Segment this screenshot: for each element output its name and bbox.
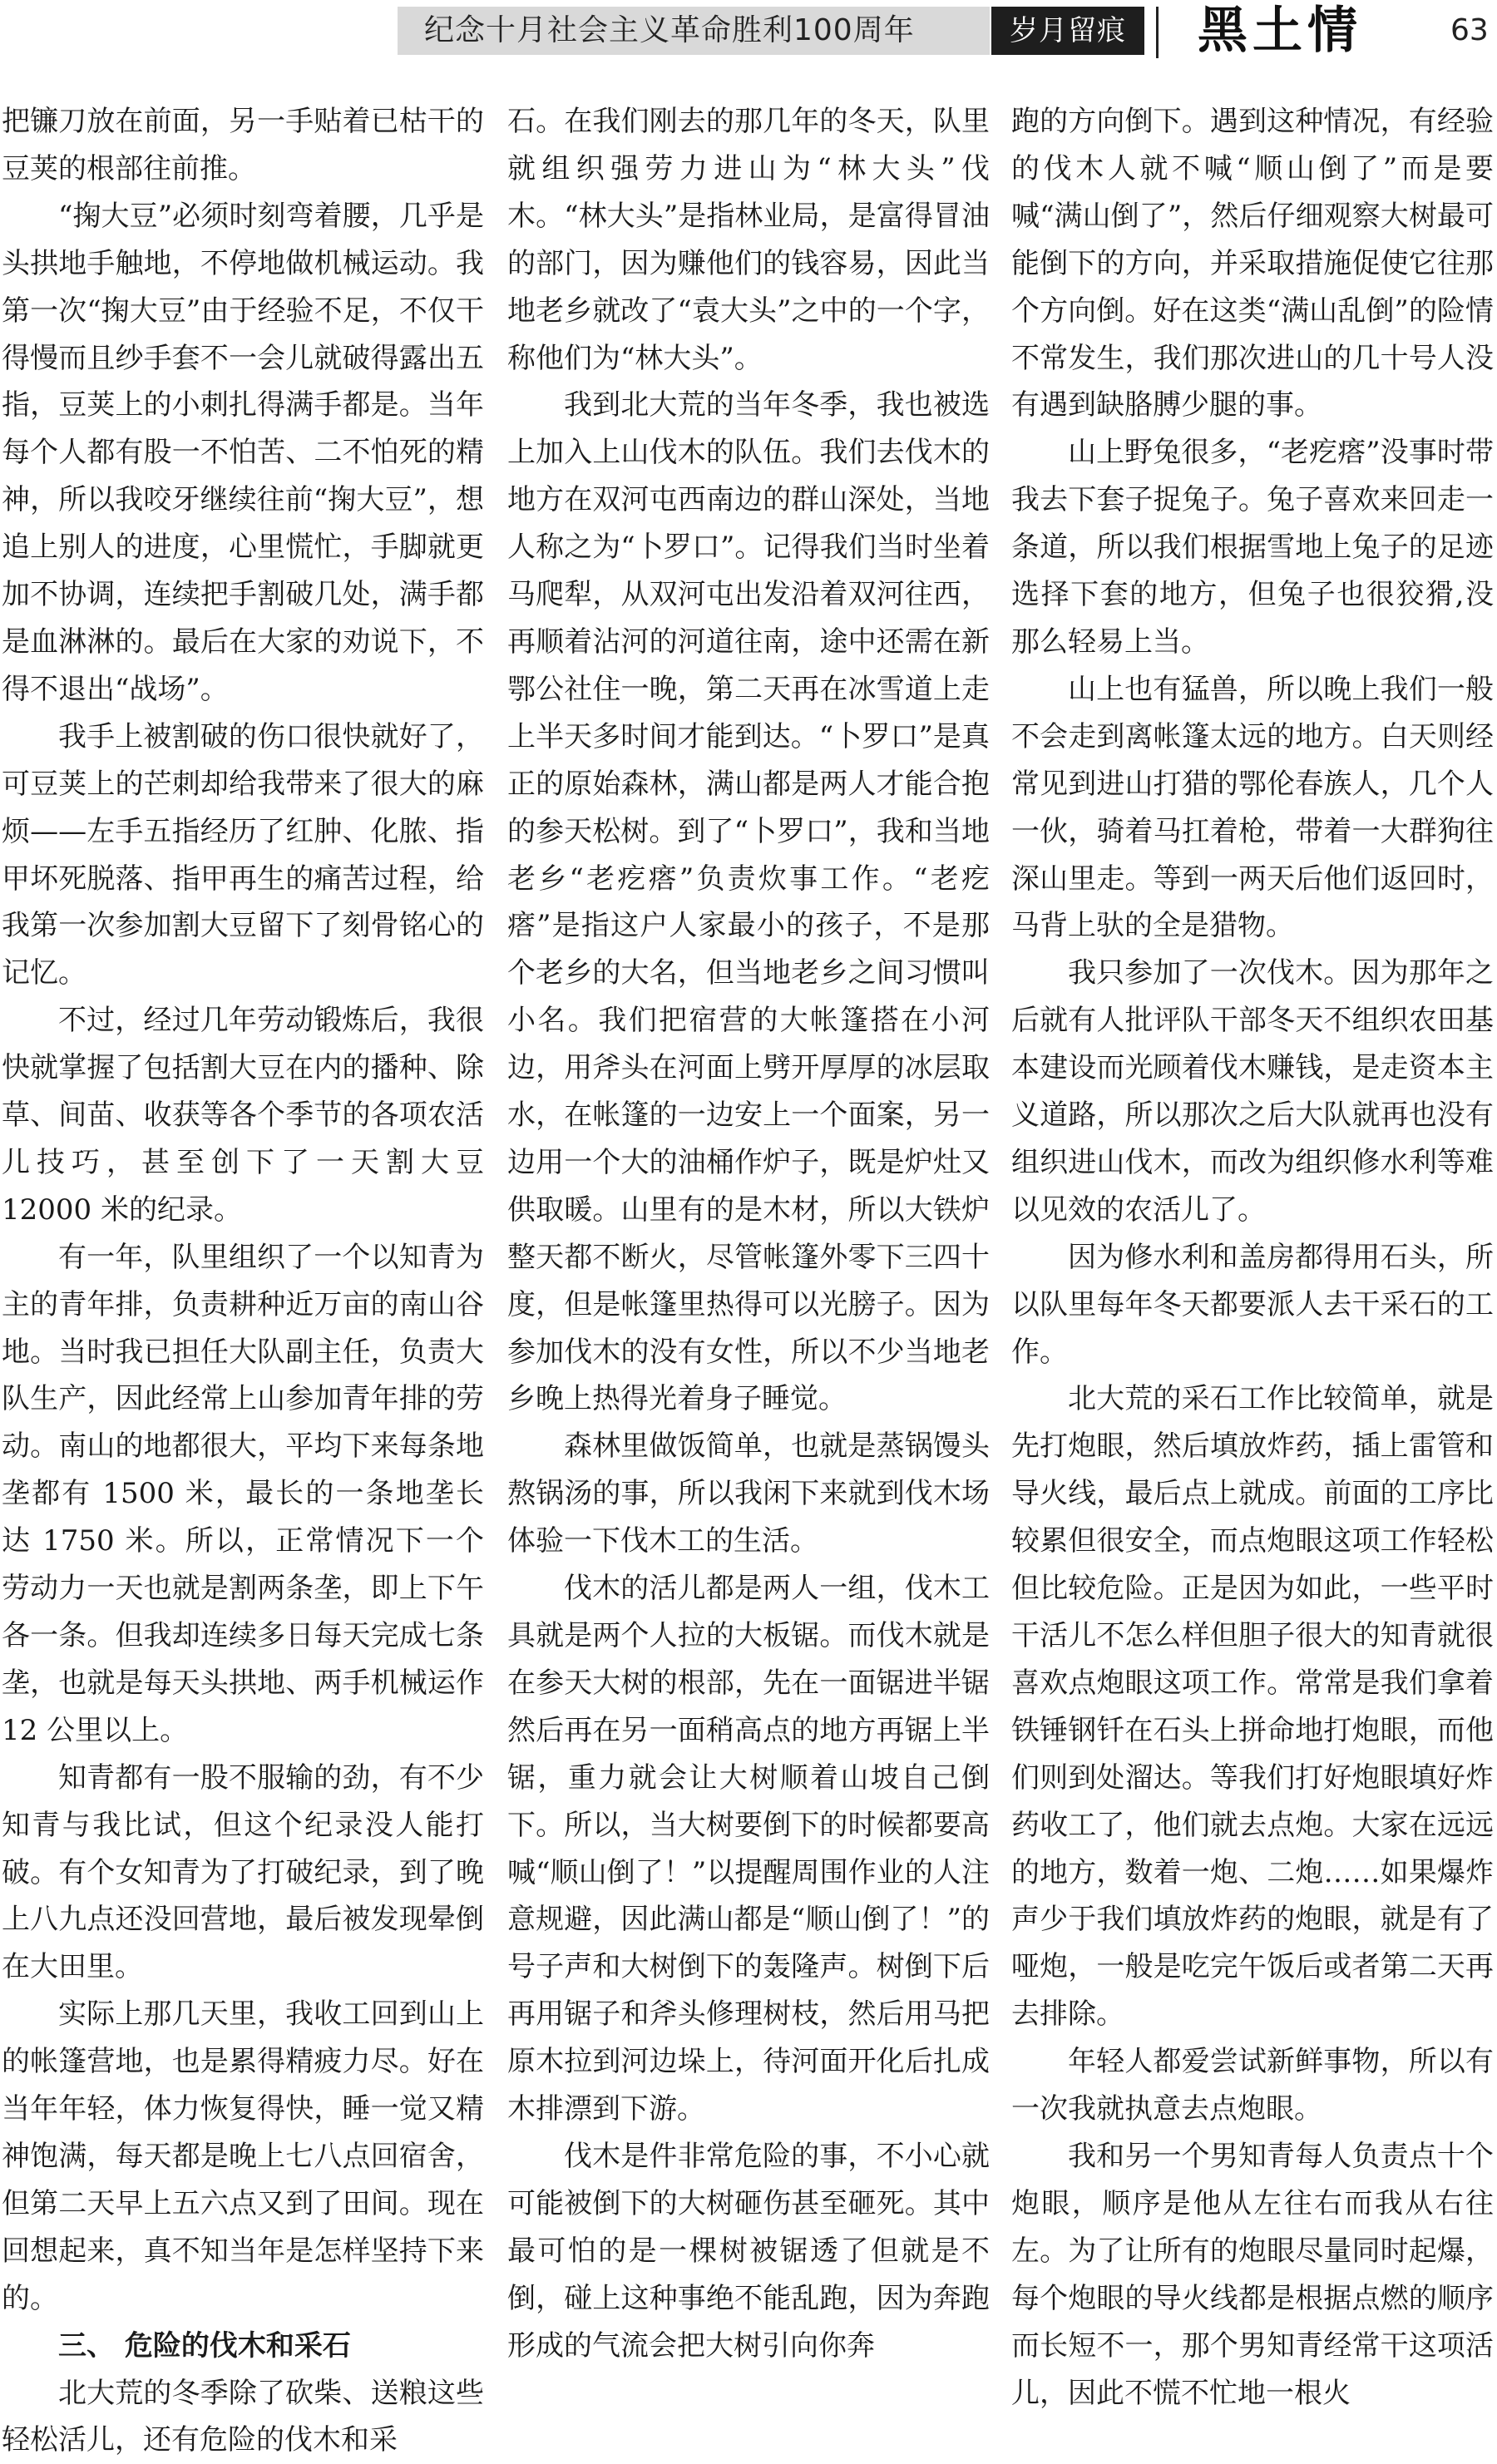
page-header	[0, 0, 1497, 62]
paragraph: 我只参加了一次伐木。因为那年之后就有人批评队干部冬天不组织农田基本建设而光顾着伐木赚钱，是走资本主义道路，所以那次之后大队就再也没有组织进山伐木，而改为组织修水利等难以见效的农活儿了。	[1011, 950, 1494, 1233]
paragraph: 北大荒的采石工作比较简单，就是先打炮眼，然后填放炸药，插上雷管和导火线，最后点上就成。前面的工序比较累但很安全，而点炮眼这项工作轻松但比较危险。正是因为如此，一些平时干活儿不怎么样但胆子很大的知青就很喜欢点炮眼这项工作。常常是我们拿着铁锤钢钎在石头上拼命地打炮眼，而他们则到处溜达。等我们打好炮眼填好炸药收工了，他们就去点炮。大家在远远的地方，数着一炮、二炮……如果爆炸声少于我们填放炸药的炮眼，就是有了哑炮，一般是吃完午饭后或者第二天再去排除。	[1011, 1375, 1494, 2038]
paragraph: “掬大豆”必须时刻弯着腰，几乎是头拱地手触地，不停地做机械运动。我第一次“掬大豆”由于经验不足，不仅干得慢而且纱手套不一会儿就破得露出五指，豆荚上的小刺扎得满手都是。当年每个人都有股一不怕苦、二不怕死的精神，所以我咬牙继续往前“掬大豆”，想追上别人的进度，心里慌忙，手脚就更加不协调，连续把手割破几处，满手都是血淋淋的。最后在大家的劝说下，不得不退出“战场”。	[2, 193, 484, 714]
paragraph: 跑的方向倒下。遇到这种情况，有经验的伐木人就不喊“顺山倒了”而是要喊“满山倒了”，然后仔细观察大树最可能倒下的方向，并采取措施促使它往那个方向倒。好在这类“满山乱倒”的险情不常发生，我们那次进山的几十号人没有遇到缺胳膊少腿的事。	[1011, 98, 1494, 429]
paragraph: 不过，经过几年劳动锻炼后，我很快就掌握了包括割大豆在内的播种、除草、间苗、收获等各个季节的各项农活儿技巧，甚至创下了一天割大豆 12000 米的纪录。	[2, 997, 484, 1234]
paragraph: 知青都有一股不服输的劲，有不少知青与我比试，但这个纪录没人能打破。有个女知青为了打破纪录，到了晚上八九点还没回营地，最后被发现晕倒在大田里。	[2, 1755, 484, 1992]
paragraph: 因为修水利和盖房都得用石头，所以队里每年冬天都要派人去干采石的工作。	[1011, 1234, 1494, 1376]
magazine-logo: 黑土情	[1198, 2, 1362, 60]
paragraph: 把镰刀放在前面，另一手贴着已枯干的豆荚的根部往前推。	[2, 98, 484, 193]
paragraph: 山上野兔很多，“老疙瘩”没事时带我去下套子捉兔子。兔子喜欢来回走一条道，所以我们根据雪地上兔子的足迹选择下套的地方，但兔子也很狡猾,没那么轻易上当。	[1011, 429, 1494, 666]
paragraph: 我到北大荒的当年冬季，我也被选上加入上山伐木的队伍。我们去伐木的地方在双河屯西南边的群山深处，当地人称之为“卜罗口”。记得我们当时坐着马爬犁，从双河屯出发沿着双河往西，再顺着沾河的河道往南，途中还需在新鄂公社住一晚，第二天再在冰雪道上走上半天多时间才能到达。“卜罗口”是真正的原始森林，满山都是两人才能合抱的参天松树。到了“卜罗口”，我和当地老乡“老疙瘩”负责炊事工作。“老疙瘩”是指这户人家最小的孩子，不是那个老乡的大名，但当地老乡之间习惯叫小名。我们把宿营的大帐篷搭在小河边，用斧头在河面上劈开厚厚的冰层取水，在帐篷的一边安上一个面案，另一边用一个大的油桶作炉子，既是炉灶又供取暖。山里有的是木材，所以大铁炉整天都不断火，尽管帐篷外零下三四十度，但是帐篷里热得可以光膀子。因为参加伐木的没有女性，所以不少当地老乡晚上热得光着身子睡觉。	[507, 382, 990, 1423]
page-number: 63	[1450, 7, 1489, 55]
text-column-3	[1011, 98, 1494, 2153]
paragraph: 森林里做饭简单，也就是蒸锅馒头熬锅汤的事，所以我闲下来就到伐木场体验一下伐木工的生活。	[507, 1423, 990, 1565]
paragraph: 我和另一个男知青每人负责点十个炮眼，顺序是他从左往右而我从右往左。为了让所有的炮眼尽量同时起爆，每个炮眼的导火线都是根据点燃的顺序而长短不一，那个男知青经常干这项活儿，因此不慌不忙地一根火	[1011, 2133, 1494, 2417]
text-column-2	[507, 98, 990, 2153]
paragraph: 山上也有猛兽，所以晚上我们一般不会走到离帐篷太远的地方。白天则经常见到进山打猎的鄂伦春族人，几个人一伙，骑着马扛着枪，带着一大群狗往深山里走。等到一两天后他们返回时，马背上驮的全是猎物。	[1011, 666, 1494, 950]
section-label: 岁月留痕	[991, 7, 1144, 55]
header-divider	[1156, 7, 1159, 58]
paragraph: 我手上被割破的伤口很快就好了，可豆荚上的芒刺却给我带来了很大的麻烦——左手五指经历了红肿、化脓、指甲坏死脱落、指甲再生的痛苦过程，给我第一次参加割大豆留下了刻骨铭心的记忆。	[2, 714, 484, 997]
paragraph: 年轻人都爱尝试新鲜事物，所以有一次我就执意去点炮眼。	[1011, 2038, 1494, 2133]
paragraph: 北大荒的冬季除了砍柴、送粮这些轻松活儿，还有危险的伐木和采	[2, 2370, 484, 2464]
paragraph: 伐木的活儿都是两人一组，伐木工具就是两个人拉的大板锯。而伐木就是在参天大树的根部，先在一面锯进半锯然后再在另一面稍高点的地方再锯上半锯，重力就会让大树顺着山坡自己倒下。所以，当大树要倒下的时候都要高喊“顺山倒了！”以提醒周围作业的人注意规避，因此满山都是“顺山倒了！”的号子声和大树倒下的轰隆声。树倒下后再用锯子和斧头修理树枝，然后用马把原木拉到河边垛上，待河面开化后扎成木排漂到下游。	[507, 1565, 990, 2133]
paragraph: 伐木是件非常危险的事，不小心就可能被倒下的大树砸伤甚至砸死。其中最可怕的是一棵树被锯透了但就是不倒，碰上这种事绝不能乱跑，因为奔跑形成的气流会把大树引向你奔	[507, 2133, 990, 2370]
paragraph: 实际上那几天里，我收工回到山上的帐篷营地，也是累得精疲力尽。好在当年年轻，体力恢复得快，睡一觉又精神饱满，每天都是晚上七八点回宿舍，但第二天早上五六点又到了田间。现在回想起来，真不知当年是怎样坚持下来的。	[2, 1991, 484, 2322]
text-column-1	[2, 98, 484, 2153]
paragraph: 有一年，队里组织了一个以知青为主的青年排，负责耕种近万亩的南山谷地。当时我已担任大队副主任，负责大队生产，因此经常上山参加青年排的劳动。南山的地都很大，平均下来每条地垄都有 1500 米，最长的一条地垄长达 1750 米。所以，正常情况下一个劳动力一天也就是割两条垄，即上下午各一条。但我却连续多日每天完成七条垄，也就是每天头拱地、两手机械运作 12 公里以上。	[2, 1234, 484, 1755]
series-title: 纪念十月社会主义革命胜利100周年	[424, 7, 915, 55]
paragraph: 石。在我们刚去的那几年的冬天，队里就组织强劳力进山为“林大头”伐木。“林大头”是指林业局，是富得冒油的部门，因为赚他们的钱容易，因此当地老乡就改了“袁大头”之中的一个字，称他们为“林大头”。	[507, 98, 990, 382]
section-heading: 三、 危险的伐木和采石	[2, 2323, 484, 2370]
